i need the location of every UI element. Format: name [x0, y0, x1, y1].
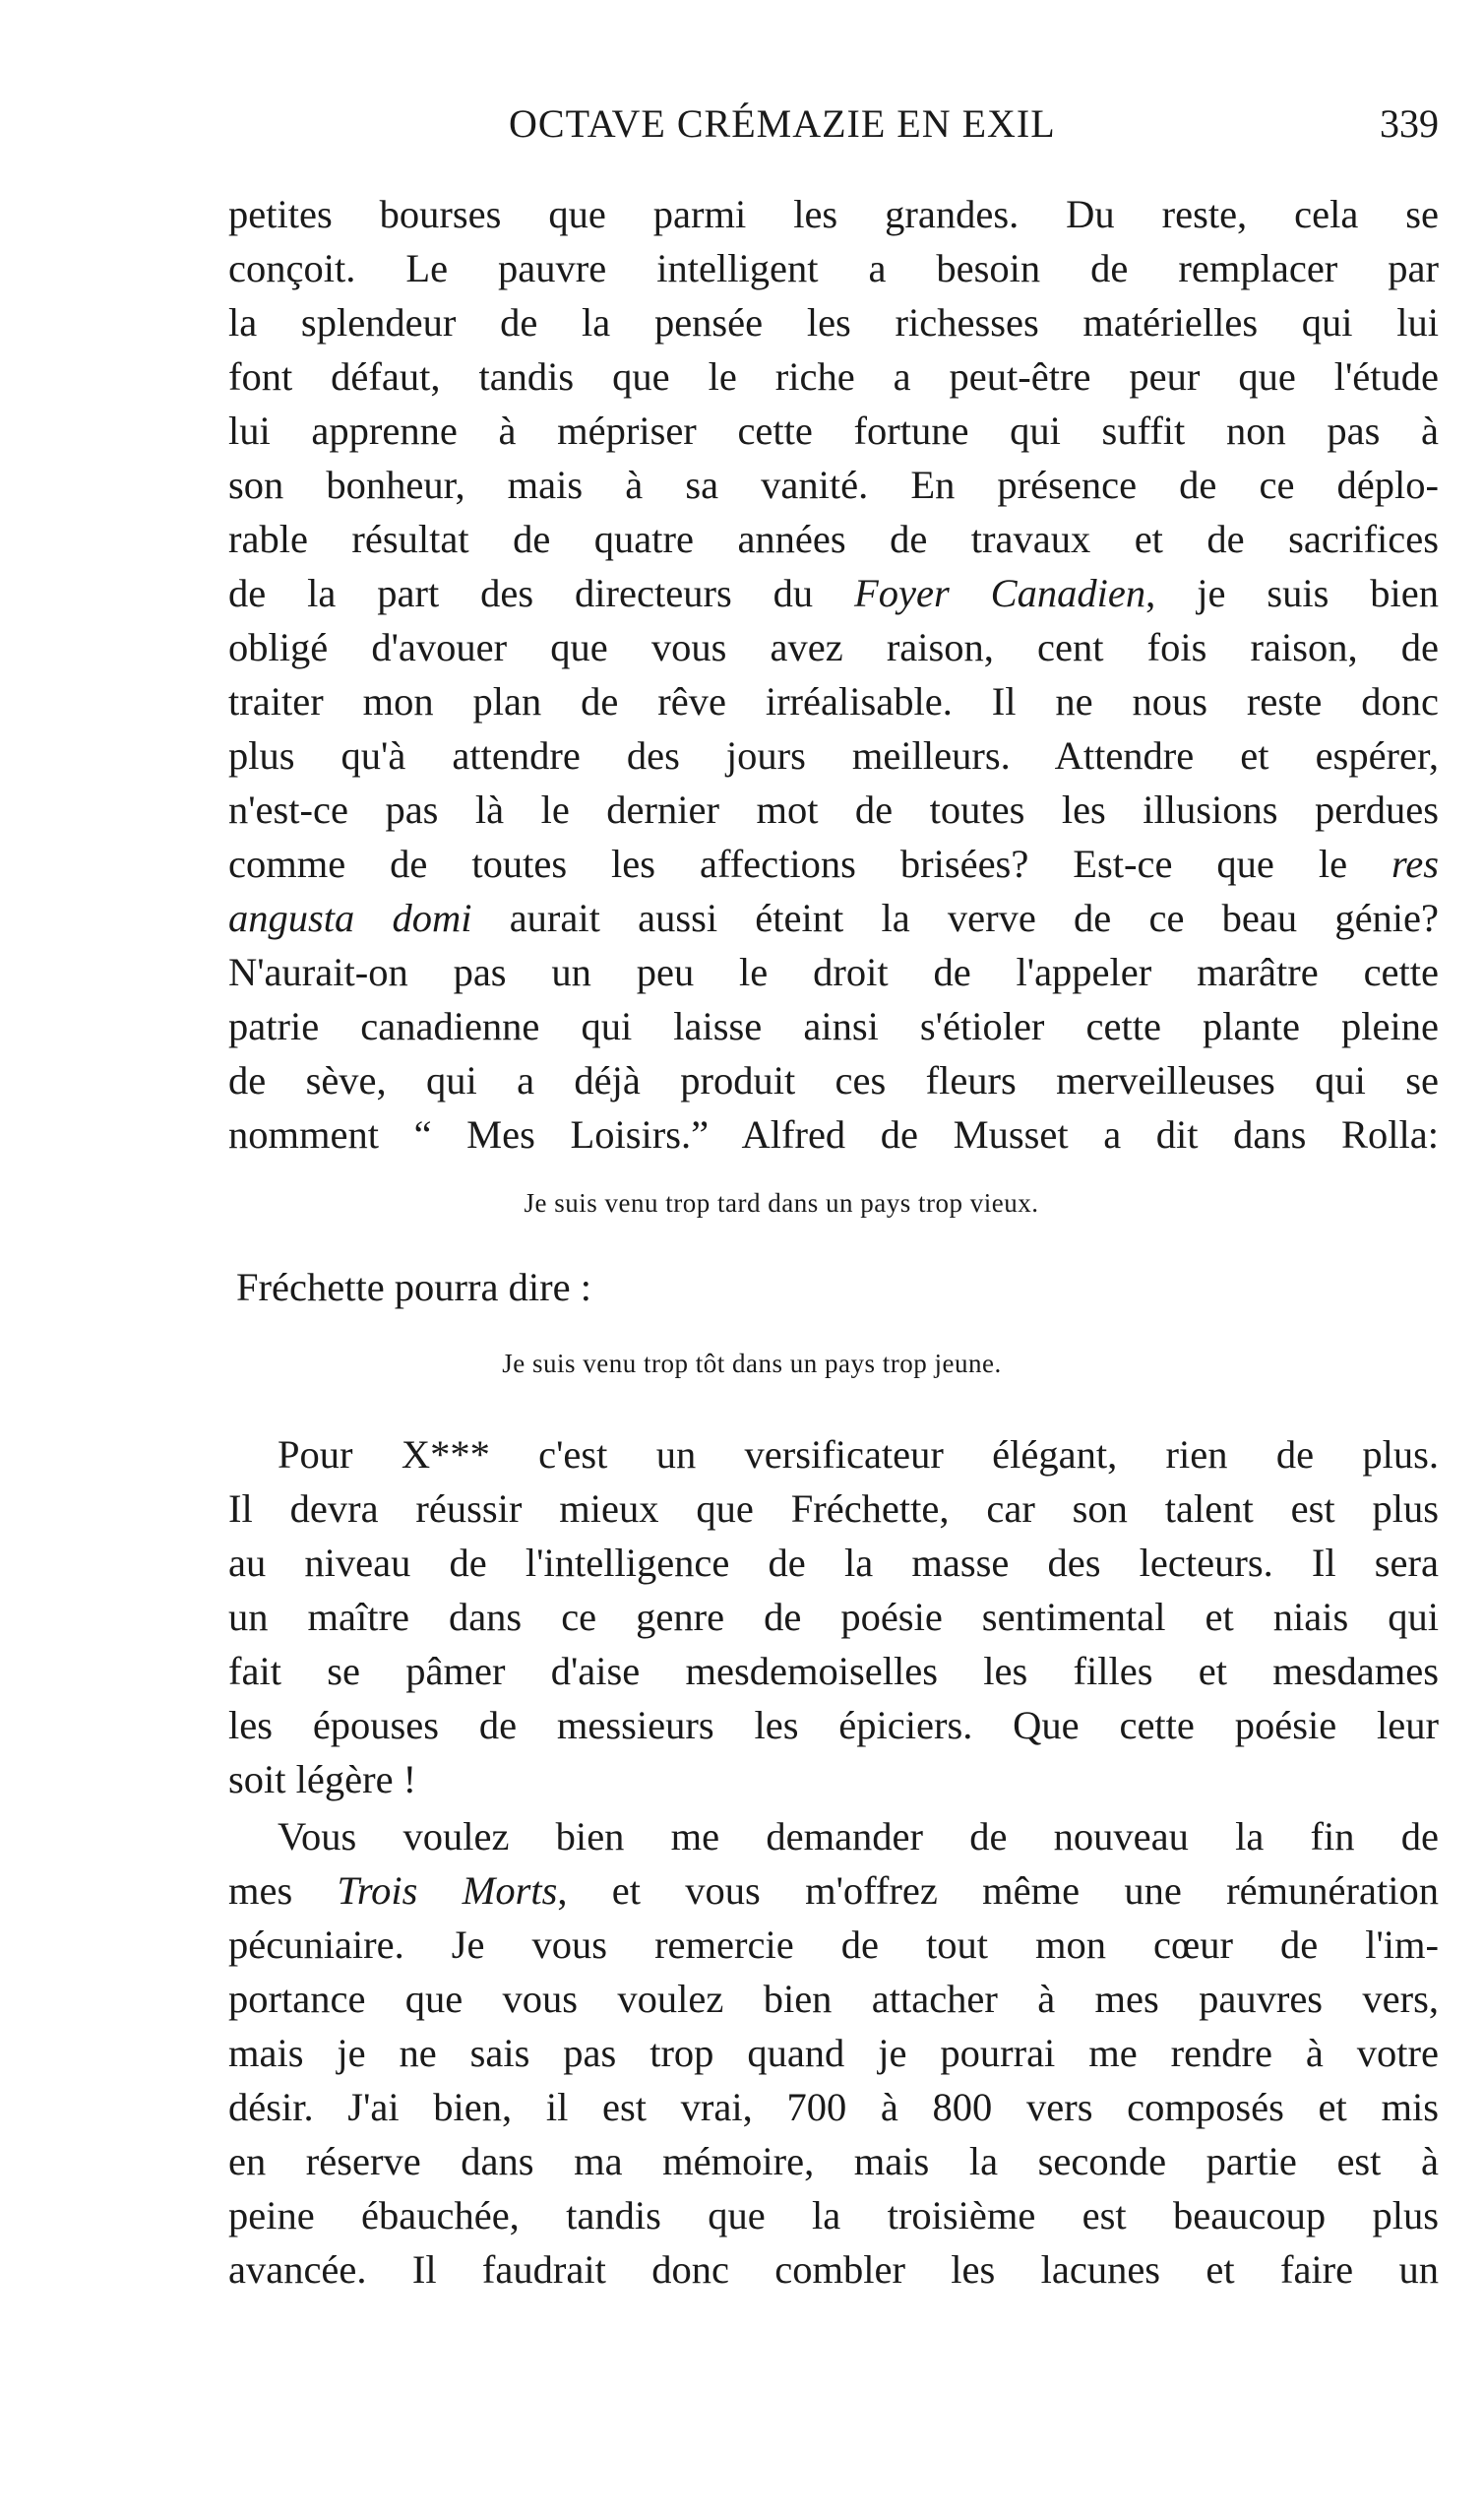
text-line: traiter mon plan de rêve irréalisable. Il ne nous reste donc — [228, 679, 1439, 724]
text-run: comme de toutes les affections brisées? Est-ce que le — [228, 842, 1391, 886]
text-line: obligé d'avouer que vous avez raison, cent fois raison, de — [228, 625, 1439, 669]
text-line — [228, 891, 1439, 945]
italic-latin: res — [1391, 842, 1439, 886]
italic-title: Foyer Canadien — [854, 571, 1146, 615]
text-run: aurait aussi éteint la verve de ce beau génie? — [471, 896, 1439, 940]
text-line — [228, 837, 1439, 891]
text-line: un maître dans ce genre de poésie sentimental et niais qui — [228, 1595, 1439, 1639]
text-line: au niveau de l'intelligence de la masse des lecteurs. Il sera — [228, 1541, 1439, 1585]
text-line: Il devra réussir mieux que Fréchette, car son talent est plus — [228, 1486, 1439, 1531]
verse-quote-1: Je suis venu trop tard dans un pays trop vieux. — [524, 1188, 1039, 1218]
text-line: avancée. Il faudrait donc combler les lacunes et faire un — [228, 2247, 1439, 2292]
text-line: rable résultat de quatre années de travaux et de sacrifices — [228, 517, 1439, 561]
text-line: conçoit. Le pauvre intelligent a besoin de remplacer par — [228, 246, 1439, 290]
text-line — [228, 566, 1439, 620]
text-run: , je suis bien — [1145, 571, 1439, 615]
text-line: désir. J'ai bien, il est vrai, 700 à 800 vers composés et mis — [228, 2085, 1439, 2129]
italic-title: Trois Morts — [337, 1868, 558, 1913]
paragraph-2 — [228, 1427, 1439, 1806]
page-header — [228, 100, 1439, 159]
text-line: petites bourses que parmi les grandes. Du reste, cela se — [228, 192, 1439, 236]
text-run: de la part des directeurs du — [228, 571, 855, 615]
text-line: pécuniaire. Je vous remercie de tout mon cœur de l'im- — [228, 1922, 1439, 1967]
italic-latin: angusta domi — [228, 896, 472, 940]
text-line — [228, 1863, 1439, 1918]
text-line: nomment “ Mes Loisirs.” Alfred de Musset a dit dans Rolla: — [228, 1112, 1439, 1157]
text-line: N'aurait-on pas un peu le droit de l'appeler marâtre cette — [228, 950, 1439, 994]
text-line: son bonheur, mais à sa vanité. En présence de ce déplo- — [228, 463, 1439, 507]
text-line: en réserve dans ma mémoire, mais la seconde partie est à — [228, 2139, 1439, 2183]
text-line: mais je ne sais pas trop quand je pourrai me rendre à votre — [228, 2031, 1439, 2075]
text-line: peine ébauchée, tandis que la troisième est beaucoup plus — [228, 2193, 1439, 2237]
text-line: de sève, qui a déjà produit ces fleurs merveilleuses qui se — [228, 1058, 1439, 1102]
lead-line: Fréchette pourra dire : — [236, 1265, 591, 1309]
text-line: patrie canadienne qui laisse ainsi s'étioler cette plante pleine — [228, 1004, 1439, 1048]
text-line: la splendeur de la pensée les richesses matérielles qui lui — [228, 300, 1439, 345]
paragraph-1 — [228, 187, 1439, 1162]
text-run: , et vous m'offrez même une rémunération — [557, 1868, 1439, 1913]
text-line: fait se pâmer d'aise mesdemoiselles les filles et mesdames — [228, 1649, 1439, 1693]
running-title: OCTAVE CRÉMAZIE EN EXIL — [509, 101, 1056, 146]
text-line: lui apprenne à mépriser cette fortune qui suffit non pas à — [228, 409, 1439, 453]
text-line: soit légère ! — [228, 1757, 417, 1801]
text-line: Vous voulez bien me demander de nouveau la fin de — [278, 1814, 1439, 1858]
text-line: font défaut, tandis que le riche a peut-être peur que l'étude — [228, 354, 1439, 399]
text-line: les épouses de messieurs les épiciers. Que cette poésie leur — [228, 1703, 1439, 1747]
text-line: Pour X*** c'est un versificateur élégant, rien de plus. — [278, 1432, 1439, 1477]
verse-quote-2: Je suis venu trop tôt dans un pays trop jeune. — [502, 1349, 1002, 1378]
page-number: 339 — [1380, 101, 1439, 146]
text-line: n'est-ce pas là le dernier mot de toutes les illusions perdues — [228, 788, 1439, 832]
text-line: portance que vous voulez bien attacher à mes pauvres vers, — [228, 1977, 1439, 2021]
paragraph-3 — [228, 1809, 1439, 2297]
text-line: plus qu'à attendre des jours meilleurs. Attendre et espérer, — [228, 733, 1439, 778]
text-run: mes — [228, 1868, 338, 1913]
